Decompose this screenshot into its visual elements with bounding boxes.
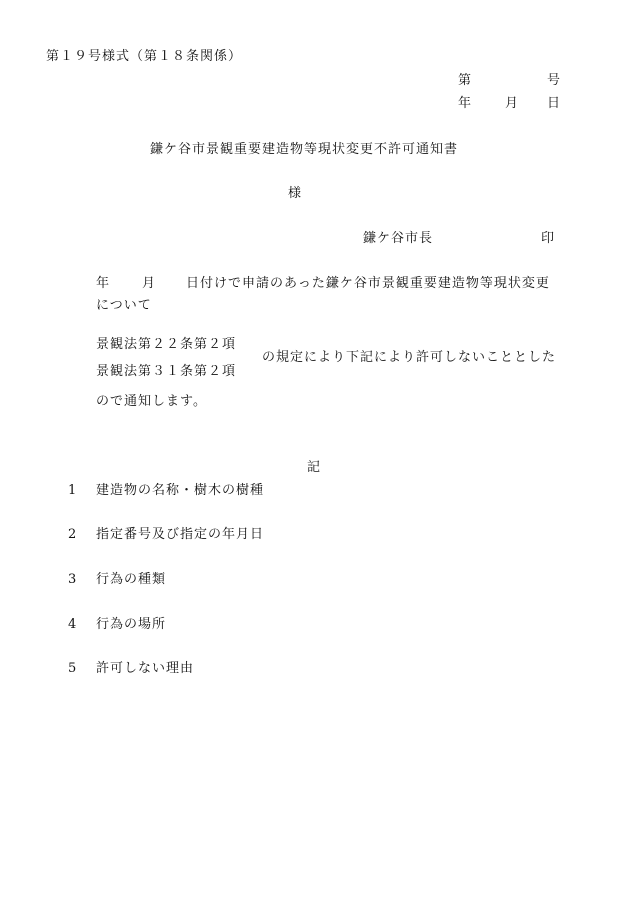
body-line-1: [96, 277, 550, 290]
item-label: 行為の場所: [96, 617, 167, 632]
legal-basis-2: 景観法第３１条第２項: [96, 364, 237, 379]
body-line-3: ので通知します。: [96, 394, 207, 409]
legal-tail-text: の規定により下記により許可しないこととした: [262, 350, 557, 365]
body-line-1-text: 日付けで申請のあった鎌ケ谷市景観重要建造物等現状変更: [186, 276, 550, 291]
item-number: 5: [68, 661, 78, 676]
ki-heading: 記: [307, 460, 322, 475]
document-number-label: 第: [458, 73, 473, 88]
list-item: [68, 573, 166, 586]
list-item: [68, 484, 264, 497]
item-label: 建造物の名称・樹木の樹種: [96, 483, 265, 498]
item-label: 指定番号及び指定の年月日: [96, 527, 265, 542]
document-number-suffix: 号: [547, 73, 562, 88]
form-label: 第１９号様式（第１８条関係）: [46, 49, 243, 64]
item-number: 3: [68, 572, 78, 587]
item-number: 1: [68, 483, 78, 498]
body-month-label: 月: [142, 276, 157, 291]
item-label: 許可しない理由: [96, 661, 195, 676]
list-item: [68, 662, 194, 675]
issuer-name: 鎌ケ谷市長: [363, 231, 434, 246]
issuer-seal: 印: [541, 231, 556, 246]
body-line-2: について: [96, 298, 152, 313]
body-year-label: 年: [96, 276, 111, 291]
legal-basis-1: 景観法第２２条第２項: [96, 337, 237, 352]
list-item: [68, 618, 166, 631]
list-item: [68, 528, 264, 541]
item-number: 2: [68, 527, 78, 542]
date-month-label: 月: [505, 96, 520, 111]
item-number: 4: [68, 617, 78, 632]
date-year-label: 年: [458, 96, 473, 111]
item-label: 行為の種類: [96, 572, 167, 587]
date-day-label: 日: [547, 96, 562, 111]
addressee-honorific: 様: [288, 186, 303, 201]
document-title: 鎌ケ谷市景観重要建造物等現状変更不許可通知書: [150, 142, 459, 157]
